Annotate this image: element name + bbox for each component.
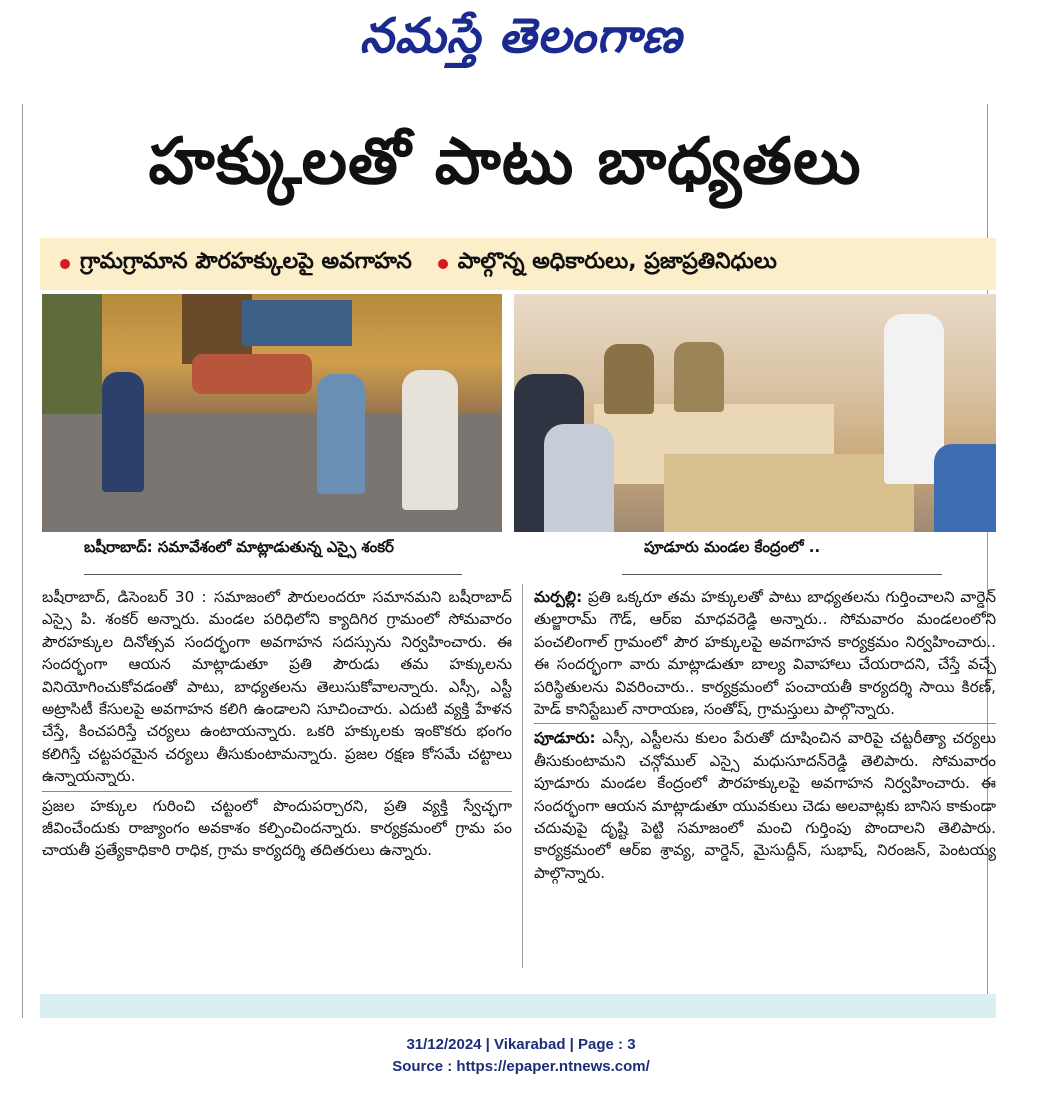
subhead-text-2: పాల్గొన్న అధికారులు, ప్రజాప్రతినిధులు	[457, 249, 777, 274]
red-bullet-icon	[438, 259, 448, 269]
photo-group-shape	[192, 354, 312, 394]
red-bullet-icon	[60, 259, 70, 269]
photo-person-shape	[317, 374, 365, 494]
photo-person-shape	[674, 342, 724, 412]
photo-person-shape	[102, 372, 144, 492]
photo-person-shape	[544, 424, 614, 532]
photo-table-shape	[664, 454, 914, 532]
headline	[42, 114, 968, 224]
frame-left-border	[22, 104, 23, 1018]
article-text: ఎస్సీ, ఎస్టీలను కులం పేరుతో దూషించిన వారిపై చట్టరీత్యా చర్యలు తీసుకుంటామని చన్గోముల్ ఎస్సై మధుసూదన్‌రెడ్డి తెలిపారు. సోమవారం పూడూరు మండల కేంద్రంలో పౌరహక్కులపై అవగాహన నిర్వహించారు. ఈ సందర్భంగా ఆయన మాట్లాడుతూ యువకులు చెడు అలవాట్లకు బానిస కాకుండా చదువుపై దృష్టి పెట్టి సమాజంలో మంచి గుర్తింపు పొందాలని తెలిపారు. కార్యక్రమంలో ఆర్ఐ శ్రావ్య, వార్డెన్, మైసుద్దీన్, సుభాష్, నిరంజన్, పెంటయ్య పాల్గొన్నారు.	[534, 729, 996, 882]
article-column-right	[534, 586, 996, 884]
subhead-text-1: గ్రామగ్రామాన పౌరహక్కులపై అవగాహన	[80, 249, 412, 274]
article-column-left	[42, 586, 512, 862]
photo-person-shape	[934, 444, 996, 532]
next-article-band	[40, 994, 996, 1018]
page-footer	[0, 1034, 1042, 1078]
photo-person-shape	[402, 370, 458, 510]
photo-caption-right: పూడూరు మండల కేంద్రంలో ..	[644, 538, 821, 556]
article-paragraph	[534, 727, 996, 884]
subhead-item-2	[438, 249, 777, 279]
paragraph-rule	[534, 723, 996, 724]
subhead-bar	[40, 238, 996, 290]
article-paragraph: ప్రజల హక్కుల గురించి చట్టంలో పొందుపర్చారని, ప్రతి వ్యక్తి స్వేచ్ఛగా జీవించేందుకు రాజ్యాంగం అవకాశం కల్పించిందన్నారు. కార్యక్రమంలో గ్రామ పం చాయతీ ప్రత్యేకాధికారి రాధిక, గ్రామ కార్యదర్శి తదితరులు ఉన్నారు.	[42, 796, 512, 860]
photo-banner-shape	[242, 300, 352, 346]
article-text: ప్రతి ఒక్కరూ తమ హక్కులతో పాటు బాధ్యతలను గుర్తించాలని వార్డెన్ తుల్జారామ్ గౌడ్, ఆర్ఐ మాధవరెడ్డి అన్నారు.. సోమవారం మండలంలోని పంచలింగాల్ గ్రామంలో పౌర హక్కులపై అవగాహన కార్యక్రమం నిర్వహించారు.. ఈ సందర్భంగా వారు మాట్లాడుతూ బాల్య వివాహాలు చేయరాదని, చేస్తే వచ్చే పరిస్థితులను వివరించారు.. కార్యక్రమంలో పంచాయతీ కార్యదర్శి సాయి కిరణ్, హెడ్ కానిస్టేబుల్ నారాయణ, సంతోష్, గ్రామస్తులు పాల్గొన్నారు.	[534, 588, 996, 719]
photo-person-shape	[604, 344, 654, 414]
caption-rule-right	[622, 574, 942, 575]
paragraph-rule	[42, 791, 512, 792]
photo-meeting-indoor	[514, 294, 996, 532]
photo-caption-left: బషీరాబాద్: సమావేశంలో మాట్లాడుతున్న ఎస్సై శంకర్	[84, 538, 394, 556]
subhead-item-1	[60, 249, 412, 279]
dateline-marpalli: మర్పల్లి:	[534, 588, 583, 606]
masthead-logo: నమస్తే తెలంగాణ	[359, 8, 683, 64]
dateline-pudur: పూడూరు:	[534, 729, 596, 748]
masthead	[0, 0, 1042, 80]
headline-text: హక్కులతో పాటు బాధ్యతలు	[148, 124, 862, 199]
photo-meeting-outdoor	[42, 294, 502, 532]
news-clipping	[22, 104, 996, 1018]
caption-rule-left	[84, 574, 462, 575]
article-paragraph	[534, 586, 996, 720]
footer-date-edition: 31/12/2024 | Vikarabad | Page : 3	[406, 1036, 636, 1053]
article-paragraph: బషీరాబాద్, డిసెంబర్ 30 : సమాజంలో పౌరులందరూ సమానమని బషీరాబాద్ ఎస్సై పి. శంకర్ అన్నారు. మండల పరిధిలోని క్యాదిగిర గ్రామంలో సోమవారం పౌరహక్కుల దినోత్సవ సందర్భంగా అవగాహన సదస్సును నిర్వహించారు. ఈ సందర్భంగా ఆయన మాట్లాడుతూ ప్రతి పౌరుడు తమ హక్కులను వినియోగించుకోవడంతో పాటు, బాధ్యతలను తెలుసుకోవాలన్నారు. ఎస్సీ, ఎస్టీ అట్రాసిటీ కేసులపై అవగాహన కలిగి ఉండాలని సూచించారు. ఎదుటి వ్యక్తి హేళన చేస్తే, కించపరిస్తే చర్యలు ఉంటాయన్నారు. ఒకరి హక్కులకు ఇంకొకరు భంగం కలిగిస్తే చట్టపరమైన చర్యలు తీసుకుంటామన్నారు. ప్రజల రక్షణ కోసమే చట్టాలు ఉన్నాయన్నారు.	[42, 588, 512, 786]
column-divider	[522, 584, 523, 968]
footer-source: Source : https://epaper.ntnews.com/	[392, 1058, 650, 1075]
